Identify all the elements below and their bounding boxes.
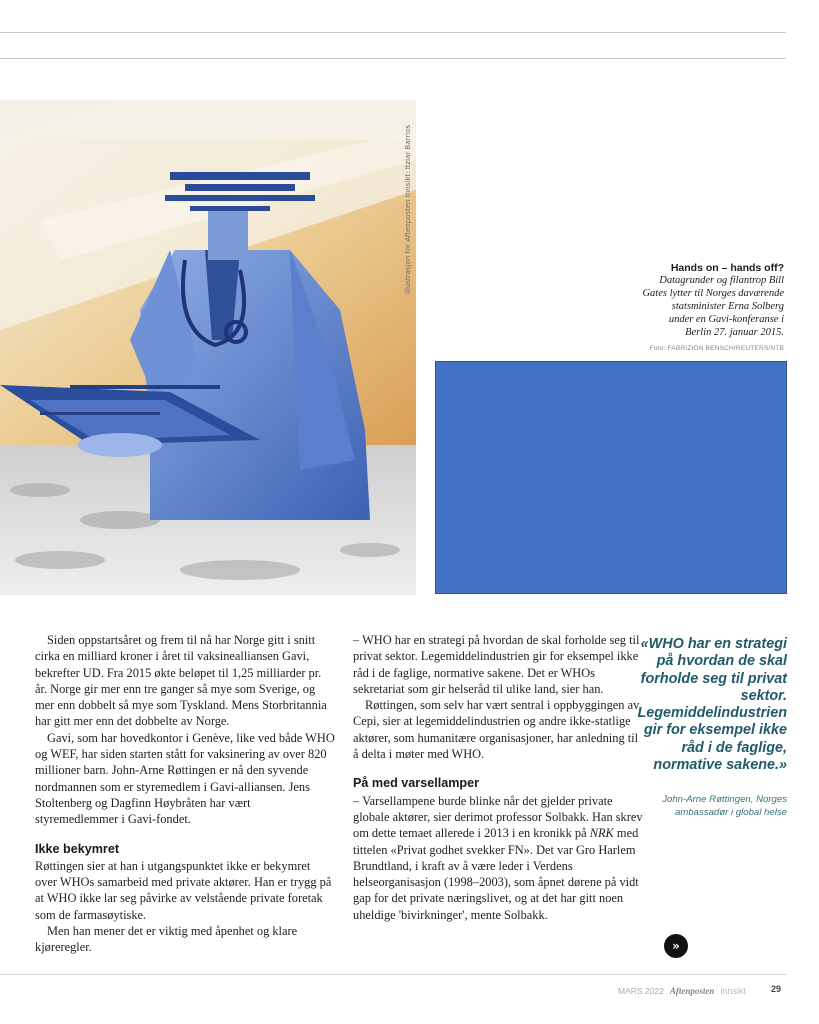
caption-line: under en Gavi-konferanse i [668,314,784,325]
paragraph: – WHO har en strategi på hvordan de skal forholde seg til privat sektor. Legemiddelindustrien gir for eksempel ikke råd i de faglige, normative sakene. Det er WHOs sekretariat som gir helseråd til ulike land, sier han. [353,633,640,696]
section-name: innsikt [720,986,746,996]
paragraph: Men han mener det er viktig med åpenhet og klare kjøreregler. [35,924,298,955]
issue-date: MARS 2022 [618,986,664,996]
top-rule-1 [0,32,786,33]
caption-line: Gates lytter til Norges daværende [642,288,784,299]
page-number: 29 [771,984,782,994]
paragraph [353,793,646,923]
attribution-role: ambassadør i global helse [675,807,787,818]
attribution-name: John-Arne Røttingen, Norges [662,794,787,805]
footer-rule [0,974,786,975]
next-page-icon[interactable]: » [664,934,688,958]
brand-logo: Aftenposten [669,986,715,996]
article-column-2 [353,632,646,923]
caption-line: statsminister Erna Solberg [671,301,784,312]
subheading: Ikke bekymret [35,841,120,856]
paragraph: Røttingen, som selv har vært sentral i oppbyggingen av Cepi, sier at legemiddelindustrien og andre ikke-statlige aktører, som humanitære organisasjoner, har anledning til å delta i møter med WHO. [353,698,640,762]
paragraph-text: med tittelen «Privat godhet svekker FN». Det var Gro Harlem Brundtland, i kraft av å være leder i Verdens helseorganisasjon (1998–2003), som åpnet dørene på vidt gap for det private næringslivet, og at det har gitt noen uheldige 'bivirkninger', mente Solbakk. [353,826,639,922]
paragraph: Røttingen sier at han i utgangspunktet ikke er bekymret over WHOs samarbeid med private aktører. Han er trygg på at WHO ikke lar seg påvirke av velstående private foretak som de farmasøytiske. [35,858,332,922]
paragraph-text: – Varsellampene burde blinke når det gjelder private globale aktører, sier derimot professor Solbakk. Han skrev om dette temaet allerede i 2013 i en kronikk på [353,793,643,841]
pull-quote-attribution [618,793,787,819]
nrk-reference: NRK [589,826,614,841]
caption-line: Berlin 27. januar 2015. [685,327,784,338]
paragraph: Siden oppstartsåret og frem til nå har Norge gitt i snitt cirka en milliard kroner i året til vaksinealliansen Gavi, bekrefter UD. Fra 2015 økte beløpet til 1,25 milliarder pr. år. Norge gir mer enn tre ganger så mye som Sverige, og mer enn dobbelt så mye som Tyskland. Mens Storbritannia har gitt mer enn det dobbelte av Norge. [35,633,327,729]
photo-caption [534,262,784,352]
caption-line: Datagrunder og filantrop Bill [659,275,784,286]
pull-quote: «WHO har en strategi på hvordan de skal forholde seg til privat sektor. Legemiddelindustrien gir for eksempel ikke råd i de faglige, normative sakene.» [637,636,787,774]
illustration-art [0,100,416,595]
illustration-credit: Illustrasjon for Aftenposten Innsikt: Itziar Barrios [404,124,412,294]
top-rule-2 [0,58,786,59]
caption-title: Hands on – hands off? [670,262,784,274]
photo-placeholder [435,361,787,594]
paragraph: Gavi, som har hovedkontor i Genève, like ved både WHO og WEF, har siden starten stått for vaksinering av over 820 millioner barn. John-Arne Røttingen er nå den syvende nordmannen som er styremedlem i Gavi-alliansen. Jens Stoltenberg og Dagfinn Høybråten har vært styremedlemmer i Gavi-fondet. [35,730,335,827]
article-column-1 [35,632,335,956]
article-illustration [0,100,416,595]
caption-photo-credit: Foto: FABRIZION BENSCH/REUTERS/NTB [649,345,784,352]
page-footer [618,984,746,998]
subheading: På med varsellamper [353,776,480,791]
